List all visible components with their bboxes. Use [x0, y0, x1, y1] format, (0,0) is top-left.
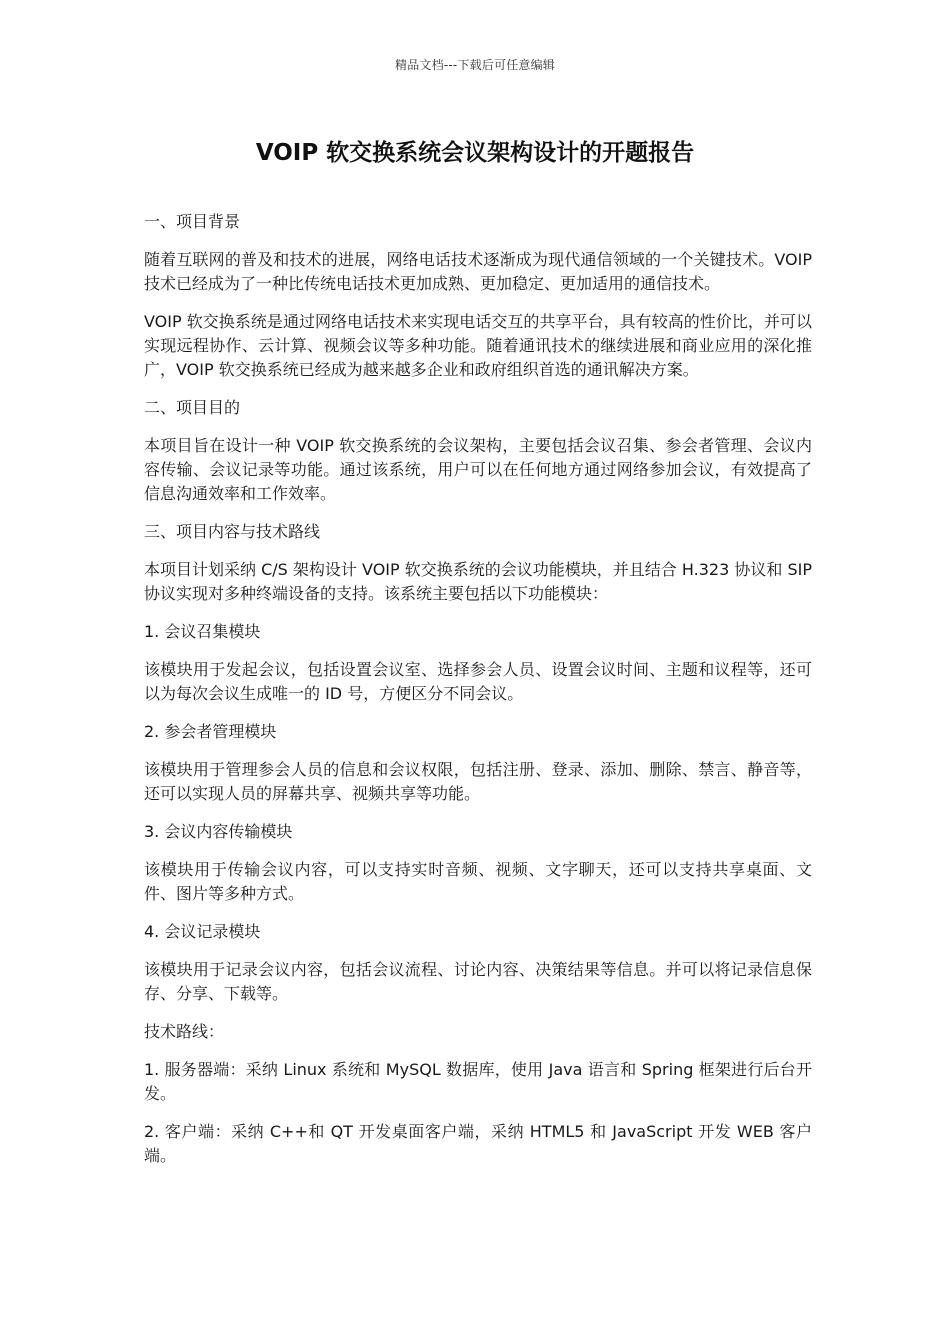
tech-route-heading: 技术路线：	[144, 1022, 225, 1041]
module-heading: 4. 会议记录模块	[144, 922, 261, 941]
section-heading-background: 一、项目背景	[144, 212, 241, 231]
document-body	[144, 210, 812, 1182]
paragraph: 该模块用于管理参会人员的信息和会议权限，包括注册、登录、添加、删除、禁言、静音等，还可以实现人员的屏幕共享、视频共享等功能。	[144, 760, 812, 803]
module-heading: 1. 会议召集模块	[144, 622, 261, 641]
paragraph: VOIP 软交换系统是通过网络电话技术来实现电话交互的共享平台，具有较高的性价比，并可以实现远程协作、云计算、视频会议等多种功能。随着通讯技术的继续进展和商业应用的深化推广，VOIP 软交换系统已经成为越来越多企业和政府组织首选的通讯解决方案。	[144, 312, 812, 379]
paragraph: 该模块用于传输会议内容，可以支持实时音频、视频、文字聊天，还可以支持共享桌面、文件、图片等多种方式。	[144, 860, 812, 903]
module-heading: 3. 会议内容传输模块	[144, 822, 293, 841]
list-item: 2. 客户端：采纳 C++和 QT 开发桌面客户端，采纳 HTML5 和 JavaScript 开发 WEB 客户端。	[144, 1122, 812, 1165]
document-title: VOIP 软交换系统会议架构设计的开题报告	[255, 140, 695, 166]
page-header: 精品文档---下载后可任意编辑	[395, 58, 555, 72]
paragraph: 本项目计划采纳 C/S 架构设计 VOIP 软交换系统的会议功能模块，并且结合 H.323 协议和 SIP 协议实现对多种终端设备的支持。该系统主要包括以下功能模块：	[144, 560, 812, 603]
section-heading-purpose: 二、项目目的	[144, 398, 241, 417]
paragraph: 该模块用于记录会议内容，包括会议流程、讨论内容、决策结果等信息。并可以将记录信息保存、分享、下载等。	[144, 960, 812, 1003]
section-heading-content: 三、项目内容与技术路线	[144, 522, 321, 541]
paragraph: 随着互联网的普及和技术的进展，网络电话技术逐渐成为现代通信领域的一个关键技术。VOIP 技术已经成为了一种比传统电话技术更加成熟、更加稳定、更加适用的通信技术。	[144, 250, 812, 293]
paragraph: 本项目旨在设计一种 VOIP 软交换系统的会议架构，主要包括会议召集、参会者管理、会议内容传输、会议记录等功能。通过该系统，用户可以在任何地方通过网络参加会议，有效提高了信息沟通效率和工作效率。	[144, 436, 812, 503]
paragraph: 该模块用于发起会议，包括设置会议室、选择参会人员、设置会议时间、主题和议程等，还可以为每次会议生成唯一的 ID 号，方便区分不同会议。	[144, 660, 812, 703]
module-heading: 2. 参会者管理模块	[144, 722, 277, 741]
list-item: 1. 服务器端：采纳 Linux 系统和 MySQL 数据库，使用 Java 语言和 Spring 框架进行后台开发。	[144, 1060, 812, 1103]
